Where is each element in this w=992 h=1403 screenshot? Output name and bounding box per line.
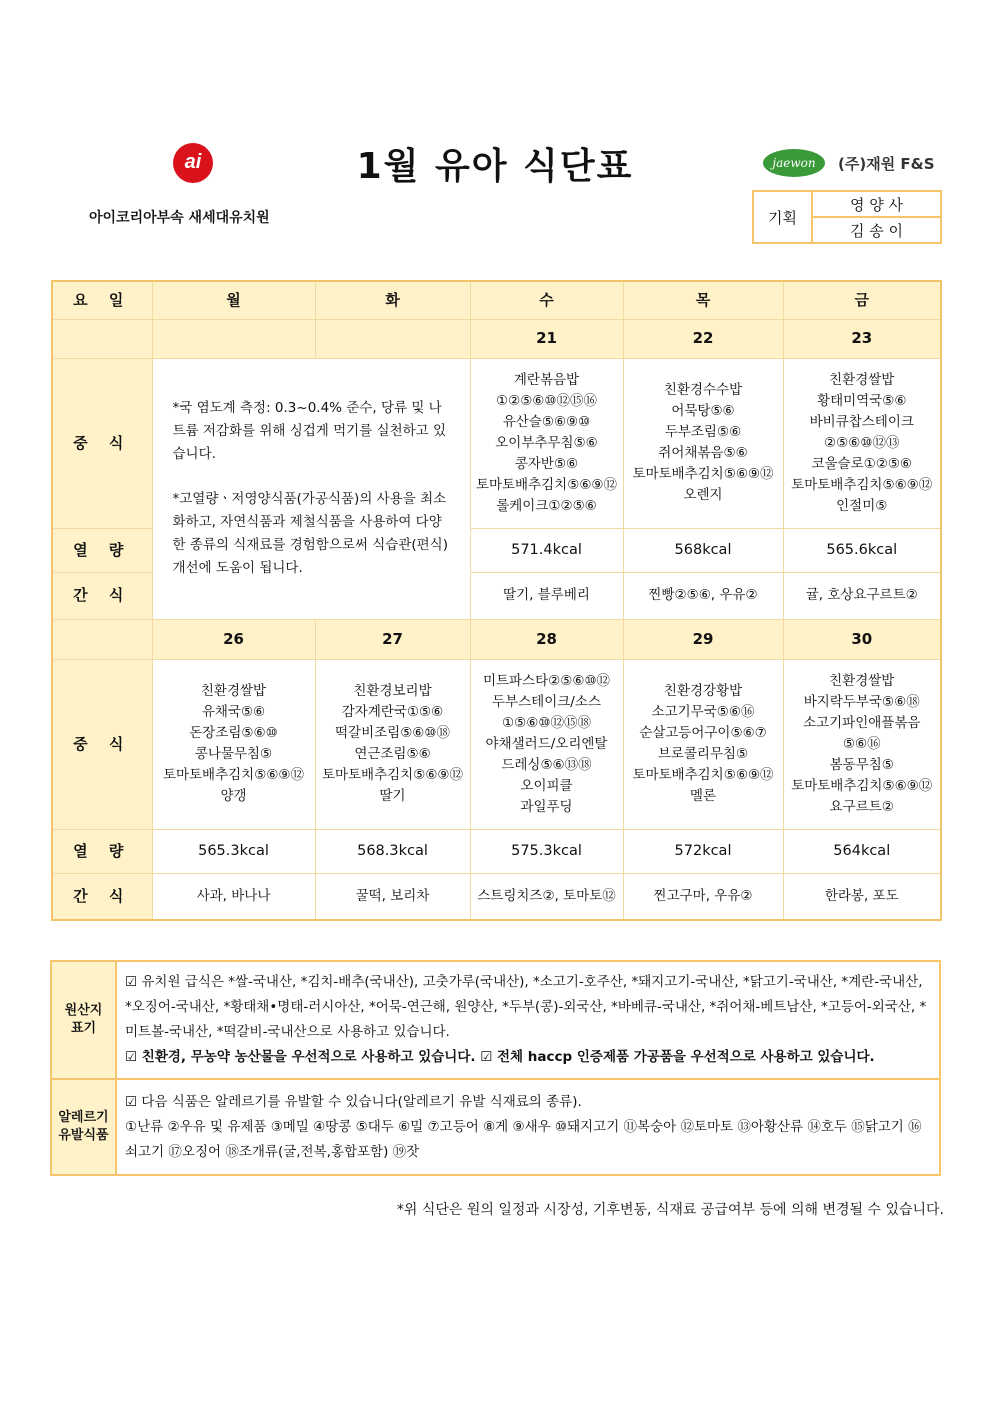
lunch-menu: 미트파스타②⑤⑥⑩⑫ 두부스테이크/소스 ①⑤⑥⑩⑫⑮⑱ 야채샐러드/오리엔탈 드레싱⑤⑥⑬⑱ 오이피클 과일푸딩	[470, 659, 623, 829]
kcal-value: 571.4kcal	[470, 528, 623, 572]
kcal-label: 열 량	[52, 528, 152, 572]
day-mon: 월	[152, 281, 315, 319]
date-blank	[315, 319, 470, 358]
lunch-label: 중 식	[52, 358, 152, 528]
day-wed: 수	[470, 281, 623, 319]
snack-value: 딸기, 블루베리	[470, 572, 623, 619]
date-22: 22	[623, 319, 783, 358]
date-blank	[52, 319, 152, 358]
origin-label: 원산지 표기	[51, 961, 116, 1079]
page-title: 1월 유아 식단표	[356, 146, 634, 187]
date-29: 29	[623, 619, 783, 659]
snack-value: 찐고구마, 우유②	[623, 873, 783, 920]
info-table	[50, 960, 941, 1176]
snack-value: 찐빵②⑤⑥, 우유②	[623, 572, 783, 619]
allergy-text	[116, 1079, 940, 1175]
lunch-label: 중 식	[52, 659, 152, 829]
date-26: 26	[152, 619, 315, 659]
menu-table	[51, 280, 942, 921]
origin-text	[116, 961, 940, 1079]
notice-salt: *국 염도계 측정: 0.3~0.4% 준수, 당류 및 나트륨 저감화를 위해 싱겁게 먹기를 실천하고 있습니다.	[172, 399, 447, 462]
lunch-menu: 친환경수수밥 어묵탕⑤⑥ 두부조림⑤⑥ 쥐어채볶음⑤⑥ 토마토배추김치⑤⑥⑨⑫ 오렌지	[623, 358, 783, 528]
snack-value: 꿀떡, 보리차	[315, 873, 470, 920]
week1-lunch-row	[52, 358, 941, 528]
allergy-label: 알레르기 유발식품	[51, 1079, 116, 1175]
kcal-value: 564kcal	[783, 829, 941, 873]
approval-role: 영 양 사	[812, 191, 941, 217]
snack-value: 한라봉, 포도	[783, 873, 941, 920]
lunch-menu: 친환경쌀밥 황태미역국⑤⑥ 바비큐찹스테이크 ②⑤⑥⑩⑫⑬ 코울슬로①②⑤⑥ 토마토배추김치⑤⑥⑨⑫ 인절미⑤	[783, 358, 941, 528]
allergy-row	[51, 1079, 940, 1175]
day-tue: 화	[315, 281, 470, 319]
date-27: 27	[315, 619, 470, 659]
date-28: 28	[470, 619, 623, 659]
lunch-menu: 친환경쌀밥 유채국⑤⑥ 돈장조림⑤⑥⑩ 콩나물무침⑤ 토마토배추김치⑤⑥⑨⑫ 양갱	[152, 659, 315, 829]
kcal-label: 열 량	[52, 829, 152, 873]
lunch-menu: 계란볶음밥 ①②⑤⑥⑩⑫⑮⑯ 유산슬⑤⑥⑨⑩ 오이부추무침⑤⑥ 콩자반⑤⑥ 토마토배추김치⑤⑥⑨⑫ 롤케이크①②⑤⑥	[470, 358, 623, 528]
snack-value: 귤, 호상요구르트②	[783, 572, 941, 619]
kindergarten-logo: ai	[173, 143, 213, 183]
kcal-value: 572kcal	[623, 829, 783, 873]
week2-lunch-row	[52, 659, 941, 829]
day-fri: 금	[783, 281, 941, 319]
approval-box	[752, 190, 942, 244]
day-thu: 목	[623, 281, 783, 319]
lunch-menu: 친환경강황밥 소고기무국⑤⑥⑯ 순살고등어구이⑤⑥⑦ 브로콜리무침⑤ 토마토배추김치⑤⑥⑨⑫ 멜론	[623, 659, 783, 829]
company-logo: jaewon	[763, 149, 825, 177]
date-blank	[152, 319, 315, 358]
kcal-value: 565.6kcal	[783, 528, 941, 572]
allergy-list: ①난류 ②우유 및 유제품 ③메밀 ④땅콩 ⑤대두 ⑥밀 ⑦고등어 ⑧게 ⑨새우 ⑩돼지고기 ⑪복숭아 ⑫토마토 ⑬아황산류 ⑭호두 ⑮닭고기 ⑯쇠고기 ⑰오징어 ⑱조개류(굴,전복,홍합포함) ⑲잣	[125, 1118, 922, 1160]
origin-eco-line: ☑ 친환경, 무농약 농산물을 우선적으로 사용하고 있습니다. ☑ 전체 haccp 인증제품 가공품을 우선적으로 사용하고 있습니다.	[125, 1049, 875, 1065]
snack-value: 스트링치즈②, 토마토⑫	[470, 873, 623, 920]
company-name: (주)재원 F&S	[838, 155, 935, 173]
week1-date-row	[52, 319, 941, 358]
allergy-intro: ☑ 다음 식품은 알레르기를 유발할 수 있습니다(알레르기 유발 식재료의 종류).	[125, 1093, 582, 1110]
week2-date-row	[52, 619, 941, 659]
footer-note: *위 식단은 원의 일정과 시장성, 기후변동, 식재료 공급여부 등에 의해 변경될 수 있습니다.	[396, 1202, 944, 1218]
day-header-row	[52, 281, 941, 319]
snack-label: 간 식	[52, 572, 152, 619]
week2-snack-row	[52, 873, 941, 920]
snack-label: 간 식	[52, 873, 152, 920]
origin-row	[51, 961, 940, 1079]
notice-box	[152, 358, 470, 619]
origin-line: ☑ 유치원 급식은 *쌀-국내산, *김치-배추(국내산), 고춧가루(국내산), *소고기-호주산, *돼지고기-국내산, *닭고기-국내산, *계란-국내산, *오징어-국내산, *황태채•명태-러시아산, *어묵-연근해, 원양산, *두부(콩)-외국산, *바베큐-국내산, *쥐어채-베트남산, *고등어-외국산, *미트볼-국내산, *떡갈비-국내산으로 사용하고 있습니다.	[125, 974, 927, 1040]
day-header-label: 요 일	[52, 281, 152, 319]
kcal-value: 568kcal	[623, 528, 783, 572]
date-21: 21	[470, 319, 623, 358]
date-23: 23	[783, 319, 941, 358]
lunch-menu: 친환경보리밥 감자계란국①⑤⑥ 떡갈비조림⑤⑥⑩⑱ 연근조림⑤⑥ 토마토배추김치⑤⑥⑨⑫ 딸기	[315, 659, 470, 829]
notice-processed-food: *고열량ㆍ저영양식품(가공식품)의 사용을 최소화하고, 자연식품과 제철식품을 사용하여 다양한 종류의 식재료를 경험함으로써 식습관(편식)개선에 도움이 됩니다.	[172, 490, 448, 576]
lunch-menu: 친환경쌀밥 바지락두부국⑤⑥⑱ 소고기파인애플볶음 ⑤⑥⑯ 봄동무침⑤ 토마토배추김치⑤⑥⑨⑫ 요구르트②	[783, 659, 941, 829]
approval-label: 기획	[753, 191, 812, 243]
kcal-value: 568.3kcal	[315, 829, 470, 873]
snack-value: 사과, 바나나	[152, 873, 315, 920]
school-name: 아이코리아부속 새세대유치원	[89, 210, 270, 226]
date-30: 30	[783, 619, 941, 659]
kcal-value: 575.3kcal	[470, 829, 623, 873]
date-blank	[52, 619, 152, 659]
approval-name: 김 송 이	[812, 217, 941, 243]
kcal-value: 565.3kcal	[152, 829, 315, 873]
week2-kcal-row	[52, 829, 941, 873]
